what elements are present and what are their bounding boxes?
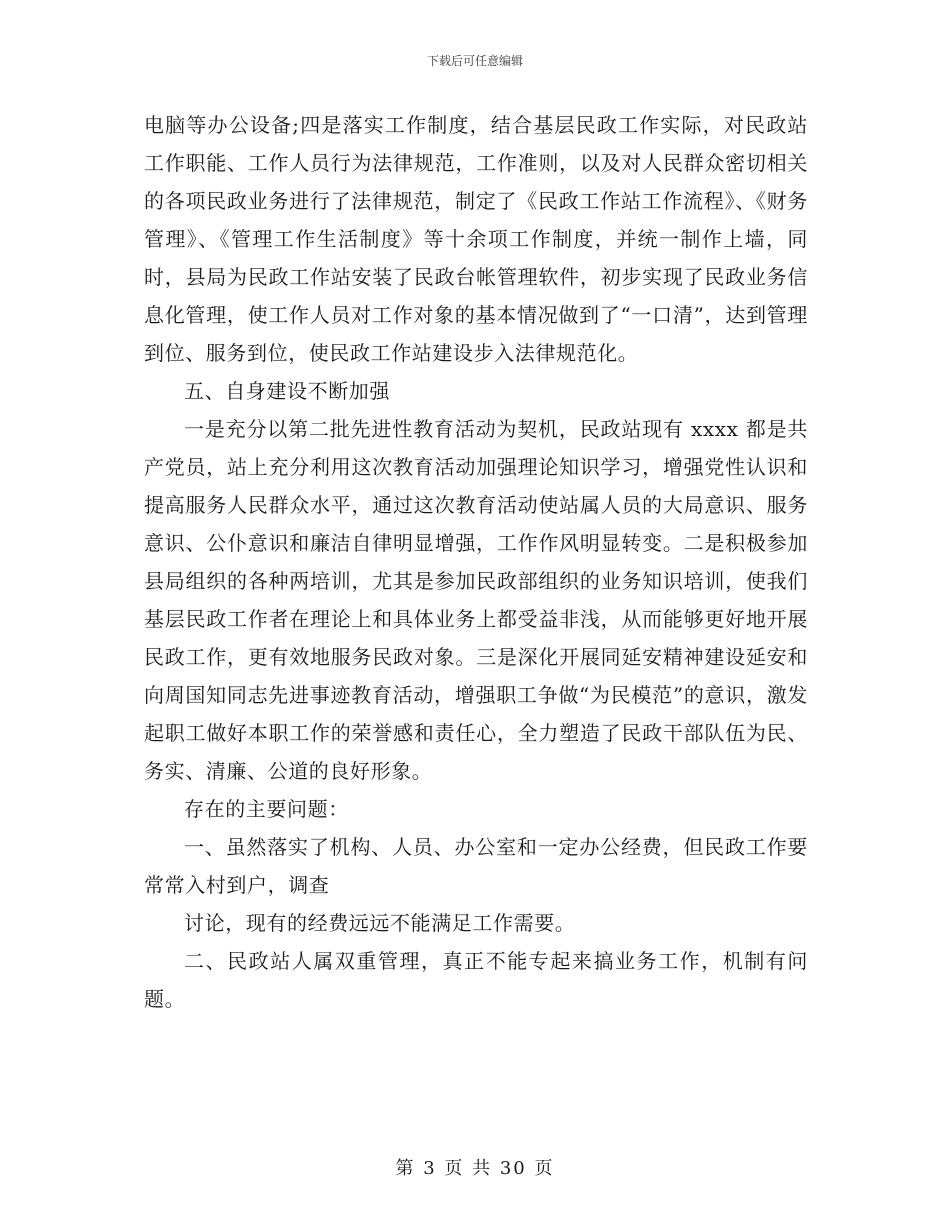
- subheading: 存在的主要问题：: [184, 797, 349, 821]
- body-text: [144, 106, 808, 1018]
- paragraph-continuation: 电脑等办公设备;四是落实工作制度，结合基层民政工作实际，对民政站工作职能、工作人员行为法律规范，工作准则，以及对人民群众密切相关的各项民政业务进行了法律规范，制定了《民政工作站工作流程》、《财务管理》、《管理工作生活制度》等十余项工作制度，并统一制作上墙，同时，县局为民政工作站安装了民政台帐管理软件，初步实现了民政业务信息化管理，使工作人员对工作对象的基本情况做到了“一口清”，达到管理到位、服务到位，使民政工作站建设步入法律规范化。: [144, 113, 808, 365]
- problem-item: 一、虽然落实了机构、人员、办公室和一定办公经费，但民政工作要常常入村到户，调查: [144, 835, 808, 897]
- section-heading: 五、自身建设不断加强: [184, 379, 390, 403]
- header-note: 下载后可任意编辑: [426, 54, 523, 68]
- paragraph: 一是充分以第二批先进性教育活动为契机，民政站现有 xxxx 都是共产党员，站上充分利用这次教育活动加强理论知识学习，增强党性认识和提高服务人民群众水平，通过这次教育活动使站属人员的大局意识、服务意识、公仆意识和廉洁自律明显增强，工作作风明显转变。二是积极参加县局组织的各种两培训，尤其是参加民政部组织的业务知识培训，使我们基层民政工作者在理论上和具体业务上都受益非浅，从而能够更好地开展民政工作，更有效地服务民政对象。三是深化开展同延安精神建设延安和向周国知同志先进事迹教育活动，增强职工争做“为民模范”的意识，激发起职工做好本职工作的荣誉感和责任心，全力塑造了民政干部队伍为民、务实、清廉、公道的良好形象。: [144, 417, 808, 783]
- problem-item: 二、民政站人属双重管理，真正不能专起来搞业务工作，机制有问题。: [144, 949, 808, 1011]
- page-number: 第 3 页 共 30 页: [395, 1158, 555, 1179]
- paragraph-fragment: 讨论，现有的经费远远不能满足工作需要。: [184, 911, 576, 935]
